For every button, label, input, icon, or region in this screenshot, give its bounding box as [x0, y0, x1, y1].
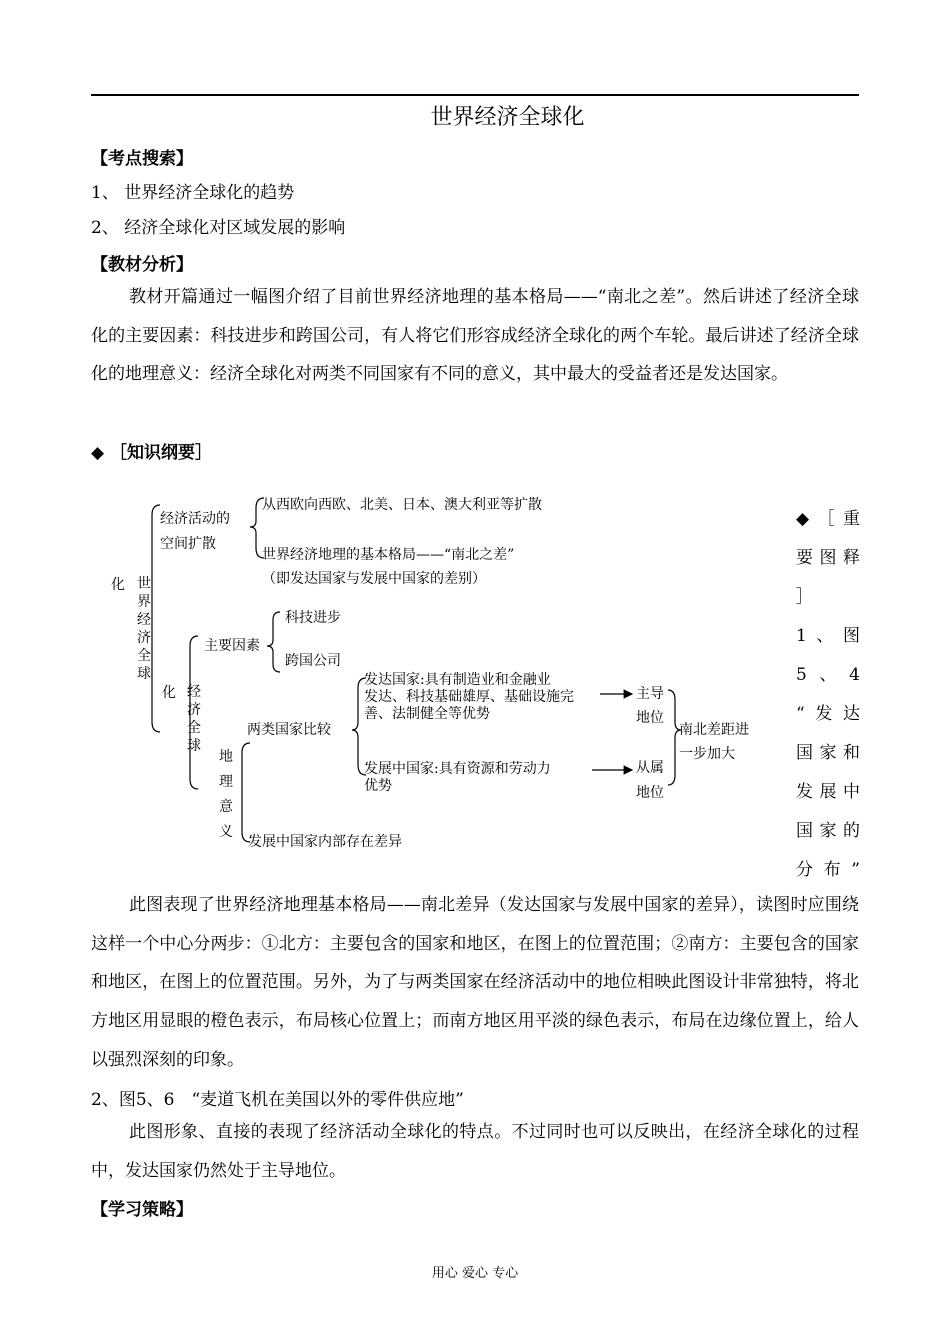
analysis-heading: 【教材分析】	[91, 255, 193, 275]
subordinate-line-1: 从属	[636, 760, 664, 776]
search-item-2: 2、 经济全球化对区域发展的影响	[91, 218, 346, 238]
econ-left-char: 化	[162, 685, 176, 701]
page-footer: 用心 爱心 专心	[431, 1266, 519, 1281]
econ-vertical-label: 经济全球	[187, 684, 201, 754]
figure2-title: 2、图5、6 “麦道飞机在美国以外的零件供应地”	[91, 1090, 464, 1110]
factor-multinational: 跨国公司	[285, 653, 341, 669]
side-note-line: 国家的	[796, 821, 860, 841]
dominant-line-1: 主导	[636, 686, 664, 702]
analysis-paragraph: 教材开篇通过一幅图介绍了目前世界经济地理的基本格局——“南北之差”。然后讲述了经济全球化的主要因素：科技进步和跨国公司，有人将它们形容成经济全球化的两个车轮。最后讲述了经济全球化的地理意义：经济全球化对两类不同国家有不同的意义，其中最大的受益者还是发达国家。	[91, 287, 859, 385]
side-note-line: 5、4	[796, 665, 860, 685]
side-note	[796, 500, 860, 890]
spread-text: 从西欧向西欧、北美、日本、澳大利亚等扩散	[262, 497, 542, 513]
factors-label: 主要因素	[204, 638, 260, 654]
dominant-line-2: 地位	[636, 710, 664, 726]
spatial-label-2: 空间扩散	[160, 536, 216, 552]
side-note-line: ◆［重	[796, 509, 860, 529]
figure-explanation-paragraph: 此图表现了世界经济地理基本格局——南北差异（发达国家与发展中国家的差异），读图时应围绕这样一个中心分两步：①北方：主要包含的国家和地区，在图上的位置范围；②南方：主要包含的国家和地区，在图上的位置范围。另外，为了与两类国家在经济活动中的地位相映此图设计非常独特，将北方地区用显眼的橙色表示，布局核心位置上；而南方地区用平淡的绿色表示，布局在边缘位置上，给人以强烈深刻的印象。	[91, 895, 859, 1070]
side-note-line: 分布”	[796, 860, 860, 880]
internal-diff-text: 发展中国家内部存在差异	[248, 834, 402, 850]
pattern-text: 世界经济地理的基本格局——“南北之差”	[262, 547, 515, 563]
search-heading: 【考点搜索】	[91, 149, 193, 169]
root-vertical-label: 世界经济全球	[137, 576, 151, 682]
side-note-line: ］	[796, 587, 813, 607]
developed-line-2: 发达、科技基础雄厚、基础设施完	[364, 689, 574, 705]
side-note-line: 国家和	[796, 743, 860, 763]
pattern-note: （即发达国家与发展中国家的差别）	[262, 571, 486, 587]
factor-tech: 科技进步	[285, 610, 341, 626]
gap-line-2: 一步加大	[679, 746, 735, 762]
gap-line-1: 南北差距进	[679, 722, 749, 738]
developed-line-3: 善、法制健全等优势	[364, 706, 490, 722]
subordinate-line-2: 地位	[636, 785, 664, 801]
page-title: 世界经济全球化	[430, 105, 585, 130]
root-left-char: 化	[111, 577, 125, 593]
outline-heading: ◆ ［知识纲要］	[91, 443, 212, 463]
strategy-heading: 【学习策略】	[91, 1200, 193, 1220]
developing-line-1: 发展中国家:具有资源和劳动力	[364, 761, 551, 777]
developed-line-1: 发达国家:具有制造业和金融业	[364, 672, 551, 688]
developing-line-2: 优势	[364, 778, 392, 794]
geo-vertical-label: 地理意义	[219, 749, 233, 840]
compare-label: 两类国家比较	[247, 722, 331, 738]
side-note-line: 发展中	[796, 782, 860, 802]
search-item-1: 1、 世界经济全球化的趋势	[91, 183, 295, 203]
spatial-label-1: 经济活动的	[160, 511, 230, 527]
figure2-paragraph: 此图形象、直接的表现了经济活动全球化的特点。不过同时也可以反映出，在经济全球化的过程中，发达国家仍然处于主导地位。	[91, 1122, 859, 1181]
side-note-line: “发达	[796, 704, 860, 724]
side-note-line: 要图释	[796, 548, 860, 568]
side-note-line: 1、图	[796, 626, 860, 646]
